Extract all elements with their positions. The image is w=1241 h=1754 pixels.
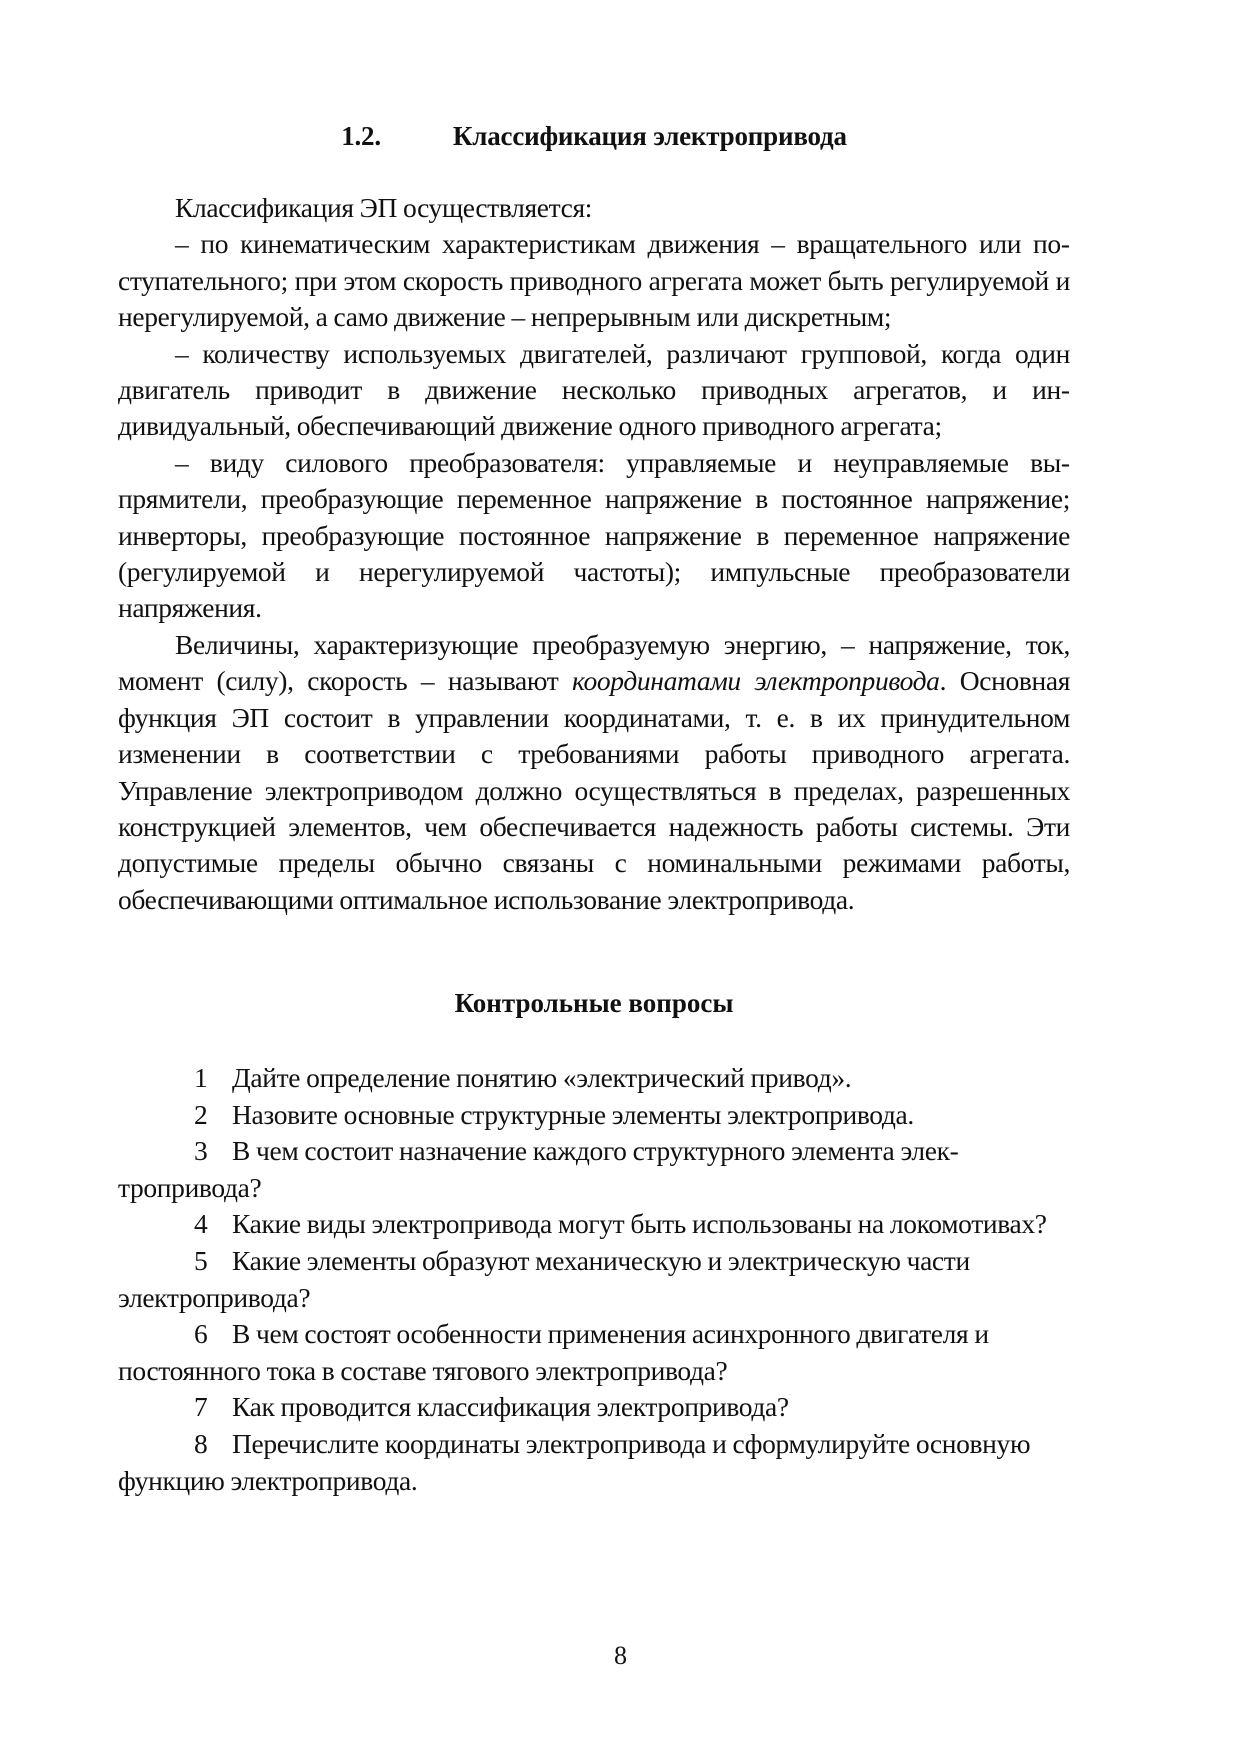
question-item (118, 1060, 1070, 1097)
paragraph-kinematic: – по кинематическим характеристикам движения – вращательного или поступательного; при этом скорость приводного агрегата может быть регулируемой и нерегулируемой, а само движение – непрерывным или дискретным; (118, 228, 1070, 333)
question-item (118, 1426, 1070, 1499)
question-number: 3 (194, 1135, 208, 1167)
paragraph-coordinates-before: Величины, характеризующие преобразуемую энергию, – напряжение, ток, момент (силу), скорость – называют (118, 628, 1070, 697)
question-item (118, 1133, 1070, 1206)
question-text: Какие элементы образуют механическую и электрическую части электропривода? (118, 1244, 970, 1313)
question-number: 1 (194, 1062, 208, 1093)
question-number: 6 (194, 1318, 208, 1350)
page-number: 8 (614, 1641, 627, 1670)
questions-list (118, 1060, 1070, 1499)
paragraph-coordinates-after: . Основная функция ЭП состоит в управлении координатами, т. е. в их принудительном изменении в соответствии с требованиями работы приводного агрегата. Управление электроприводом должно осуществляться в пределах, разрешенных конструкцией элементов, чем обеспечивается надежность работы системы. Эти допустимые пределы обычно связаны с номинальными режимами работы, обеспечивающими оптимальное использование электропривода. (118, 665, 1071, 915)
question-text: В чем состоит назначение каждого структурного элемента электропривода? (118, 1135, 959, 1203)
question-number: 4 (194, 1208, 208, 1240)
question-item (118, 1316, 1070, 1389)
paragraph-converter-type: – виду силового преобразователя: управляемые и неуправляемые выпрямители, преобразующие переменное напряжение в постоянное напряжение; инверторы, преобразующие постоянное напряжение в переменное напряжение (регулируемой и нерегулируемой частоты); импульсные преобразователи напряжения. (118, 446, 1070, 624)
question-item (118, 1097, 1070, 1134)
question-text: Какие виды электропривода могут быть использованы на локомотивах? (232, 1208, 1047, 1240)
question-number: 7 (194, 1391, 208, 1423)
question-text: Как проводится классификация электропривода? (232, 1391, 789, 1423)
paragraph-coordinates (118, 627, 1070, 918)
section-heading (118, 118, 1070, 154)
question-text: Дайте определение понятию «электрический привод». (232, 1062, 852, 1093)
question-item (118, 1243, 1070, 1316)
question-number: 5 (194, 1244, 208, 1276)
term-emphasis: координатами электропривода (572, 665, 940, 697)
question-text: В чем состоят особенности применения асинхронного двигателя и постоянного тока в составе тягового электропривода? (118, 1318, 989, 1386)
question-item (118, 1389, 1070, 1426)
question-text: Перечислите координаты электропривода и сформулируйте основную функцию электропривода. (118, 1427, 1031, 1496)
question-number: 2 (194, 1098, 208, 1130)
question-number: 8 (194, 1427, 208, 1459)
section-title: Классификация электропривода (452, 121, 847, 151)
question-item (118, 1206, 1070, 1243)
paragraph-intro: Классификация ЭП осуществляется: (175, 192, 593, 223)
paragraph-motor-count: – количеству используемых двигателей, различают групповой, когда один двигатель приводит в движение несколько приводных агрегатов, и индивидуальный, обеспечивающий движение одного приводного агрегата; (118, 337, 1070, 442)
section-number: 1.2. (341, 121, 381, 151)
section-body (118, 190, 1070, 918)
questions-heading: Контрольные вопросы (454, 988, 734, 1018)
question-text: Назовите основные структурные элементы электропривода. (232, 1098, 914, 1130)
